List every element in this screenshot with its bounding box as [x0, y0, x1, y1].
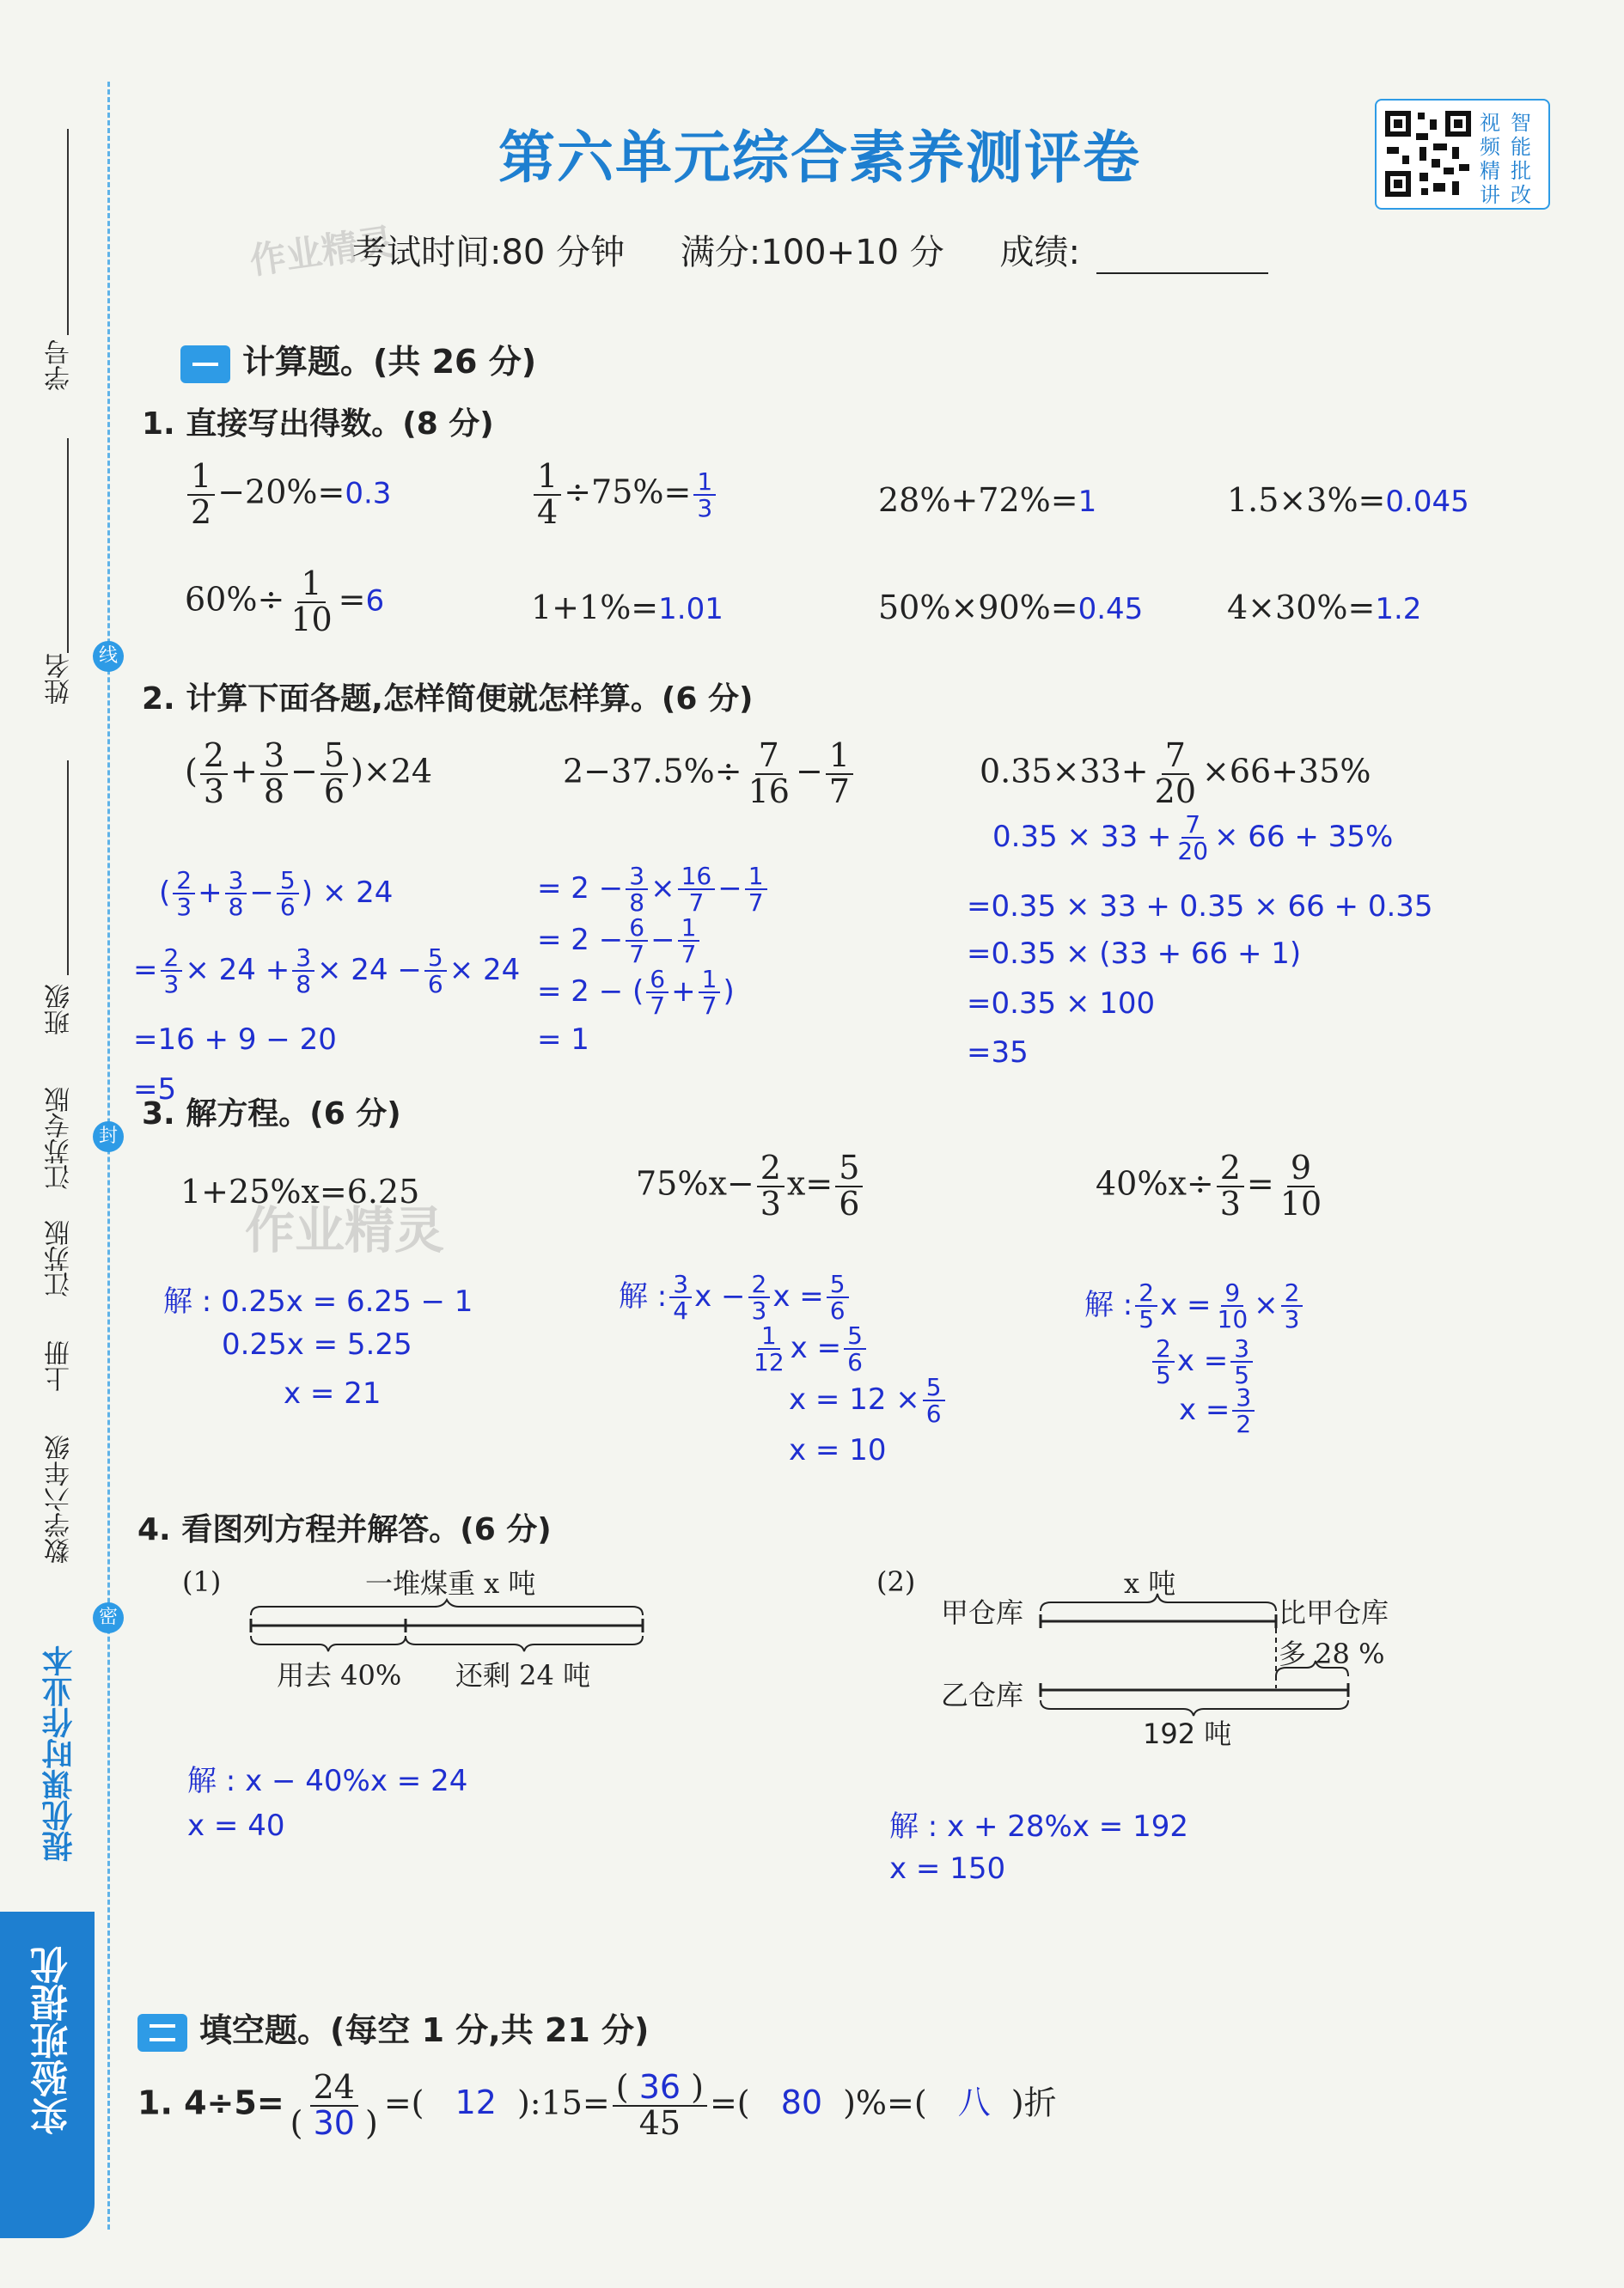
diagram-1-remain-label: 还剩 24 吨 [455, 1659, 591, 1692]
fraction: $\frac{1}{10}$ [290, 564, 333, 638]
section-2-label: 填空题。(每空 1 分,共 21 分) [199, 2011, 650, 2049]
q2-1-step-3: =16 + 9 − 20 [133, 1022, 337, 1057]
label-student-id: 学号 [45, 339, 75, 391]
diagram-2-more-label: 多 28 % [1279, 1638, 1385, 1670]
qr-char: 智 [1511, 111, 1531, 135]
seal-circle-secret: 密 [93, 1602, 124, 1633]
seal-circle-line: 线 [93, 641, 124, 672]
qr-char: 视 [1480, 111, 1500, 135]
label-name: 姓名 [45, 653, 75, 705]
expr: 60%÷ [185, 580, 285, 619]
expr: ÷75%= [564, 473, 692, 511]
q1-item-4 [1227, 481, 1469, 519]
q2-label: 2. 计算下面各题,怎样简便就怎样算。(6 分) [142, 681, 754, 717]
q2-3-step-2: =0.35 × 33 + 0.35 × 66 + 0.35 [967, 889, 1433, 924]
answer: 6 [365, 583, 385, 619]
q2-1-step-4: =5 [133, 1072, 177, 1107]
seal-circle-seal: 封 [93, 1121, 124, 1152]
watermark: 作业精灵 [247, 220, 396, 283]
answer: 0.45 [1078, 592, 1144, 626]
fraction: $\frac{1}{2}$ [187, 460, 215, 530]
q3-3-step-3: x = $\frac{3}{2}$ [1179, 1385, 1257, 1437]
q4-label: 4. 看图列方程并解答。(6 分) [137, 1512, 552, 1547]
q2-problem-2: 2−37.5%÷ $\frac{7}{16}$ − $\frac{1}{7}$ [563, 739, 856, 809]
answer: 0.045 [1385, 485, 1469, 519]
name-line [67, 438, 69, 653]
section-number-icon [180, 345, 230, 383]
exam-result-label: 成绩: [999, 233, 1080, 272]
q2-2-step-4: = 1 [537, 1022, 589, 1057]
q2-problem-3: 0.35×33+ $\frac{7}{20}$ ×66+35% [980, 736, 1371, 810]
answer: 1 [1078, 485, 1097, 519]
q2-2-step-1: = 2 − $\frac{3}{8}$ × $\frac{16}{7}$ − $\frac{1}{7}$ [537, 863, 770, 916]
label-edition2: 江苏版 [45, 1220, 75, 1297]
class-line [67, 760, 69, 975]
expr: 0.35×33+ [980, 752, 1149, 790]
q3-2-step-3: x = 12 × $\frac{5}{6}$ [789, 1375, 948, 1427]
q2-1-step-1: ( $\frac{2}{3}$ + $\frac{3}{8}$ − $\frac{5}{6}$ ) × 24 [159, 866, 394, 922]
expr: 50%×90%= [878, 589, 1078, 626]
q3-1-step-3: x = 21 [284, 1376, 382, 1411]
brand-block-text: 实验班提优 [31, 1946, 75, 2135]
diagram-2-warehouse-a: 甲仓库 [941, 1596, 1024, 1629]
q2-3-step-4: =0.35 × 100 [967, 986, 1156, 1021]
qr-char: 能 [1511, 135, 1531, 159]
exam-info [352, 225, 1268, 274]
q2-2-step-3: = 2 − ( $\frac{6}{7}$ + $\frac{1}{7}$ ) [537, 965, 735, 1021]
q1-item-2 [531, 457, 718, 531]
score-blank[interactable] [1096, 272, 1268, 274]
q2-3-step-1: 0.35 × 33 + $\frac{7}{20}$ × 66 + 35% [992, 810, 1394, 866]
expr: )折 [1010, 2084, 1057, 2122]
diagram-2-top-label: x 吨 [1124, 1567, 1176, 1600]
q3-2-step-4: x = 10 [789, 1433, 887, 1467]
diagram-1-top-label: 一堆煤重 x 吨 [365, 1567, 536, 1600]
label-volume: 上册 [45, 1340, 75, 1392]
q1-item-6 [531, 589, 723, 626]
qr-char: 批 [1511, 159, 1531, 183]
expr: = [338, 580, 366, 619]
q1-item-3 [878, 481, 1096, 519]
q5-prefix: 1. 4÷5= [137, 2084, 284, 2122]
q4-1-answer-1: 解 : x − 40%x = 24 [187, 1764, 468, 1798]
expr: 1+1%= [531, 589, 659, 626]
blank-1[interactable]: 12 [455, 2084, 497, 2122]
qr-char: 频 [1480, 135, 1500, 159]
q3-equation-3: 40%x÷ $\frac{2}{3}$ = $\frac{9}{10}$ [1096, 1149, 1322, 1223]
q1-item-5 [185, 564, 385, 638]
page-title: 第六单元综合素养测评卷 [498, 125, 1141, 191]
q3-3-step-1: 解 : $\frac{2}{5}$ x = $\frac{9}{10}$ × $\frac{2}{3}$ [1084, 1280, 1305, 1333]
brand-label: 提优课时作业本 [42, 1645, 77, 1862]
blank-4[interactable]: 八 [957, 2084, 991, 2122]
q2-3-step-3: =0.35 × (33 + 66 + 1) [967, 937, 1302, 971]
section-number-icon [137, 2014, 187, 2052]
label-class: 班级 [45, 984, 75, 1035]
binding-strip [0, 0, 118, 2288]
q4-2-answer-2: x = 150 [889, 1852, 1006, 1886]
fraction: $\frac{1}{4}$ [534, 460, 561, 530]
id-line [67, 129, 69, 335]
diagram-1-used-label: 用去 40% [277, 1659, 402, 1692]
fraction: $\frac{24}{( 30 )}$ [290, 2068, 378, 2142]
answer: 0.3 [345, 476, 392, 511]
expr: ×66+35% [1202, 752, 1371, 790]
qr-char: 精 [1480, 159, 1500, 183]
brand-block [0, 1912, 95, 2238]
fraction: $\frac{( 36 )}{45}$ [613, 2071, 707, 2141]
q3-1-step-2: 0.25x = 5.25 [222, 1327, 412, 1362]
q3-label: 3. 解方程。(6 分) [142, 1096, 401, 1132]
diagram-2-compare-label: 比甲仓库 [1279, 1596, 1389, 1629]
exam-time: 考试时间:80 分钟 [352, 233, 626, 272]
q3-2-step-1: 解 : $\frac{3}{4}$ x − $\frac{2}{3}$ x = $\frac{5}{6}$ [619, 1272, 852, 1324]
q1-item-7 [878, 589, 1143, 626]
expr: 4×30%= [1227, 589, 1376, 626]
answer: 1.01 [658, 592, 723, 626]
section-1-label: 计算题。(共 26 分) [242, 343, 537, 381]
diagram-1-bar [241, 1598, 653, 1658]
qr-char: 改 [1511, 183, 1531, 207]
section-1-heading [180, 335, 536, 383]
q3-2-step-2: $\frac{1}{12}$ x = $\frac{5}{6}$ [748, 1323, 869, 1376]
expr: 2−37.5%÷ [563, 752, 742, 790]
q3-equation-2: 75%x− $\frac{2}{3}$ x= $\frac{5}{6}$ [636, 1151, 865, 1222]
expr: −20%= [217, 473, 345, 511]
q5-fill-blank: 1. 4÷5= $\frac{24}{( 30 )}$ =( 12 ):15= $\frac{( 36 )}{45}$ =( 80 )%=( 八 )折 [137, 2068, 1057, 2142]
expr: 1.5×3%= [1227, 481, 1386, 519]
section-2-heading [137, 2004, 649, 2052]
label-grade: 数学六年级 [45, 1435, 75, 1564]
q4-1-answer-2: x = 40 [187, 1809, 285, 1843]
expr: ):15= [516, 2084, 610, 2122]
expr: 28%+72%= [878, 481, 1078, 519]
diagram-2-bars [1035, 1585, 1362, 1731]
diagram-2-warehouse-b: 乙仓库 [941, 1679, 1024, 1711]
q1-item-1 [185, 457, 392, 531]
diagram-2-bottom-label: 192 吨 [1143, 1718, 1232, 1750]
cut-line [107, 82, 110, 2230]
q1-item-8 [1227, 589, 1421, 626]
label-edition: 江苏专版 [45, 1087, 75, 1190]
qr-code-icon [1382, 107, 1474, 200]
diagram-2-tag: (2) [876, 1565, 916, 1598]
exam-full-score: 满分:100+10 分 [680, 233, 944, 272]
qr-caption [1480, 106, 1542, 207]
q2-2-step-2: = 2 − $\frac{6}{7}$ − $\frac{1}{7}$ [537, 915, 702, 967]
q3-1-step-1: 解 : 0.25x = 6.25 − 1 [163, 1284, 473, 1319]
answer: 1.2 [1375, 592, 1422, 626]
q2-3-step-5: =35 [967, 1035, 1029, 1070]
q2-problem-1: ( $\frac{2}{3}$ + $\frac{3}{8}$ − $\frac{5}{6}$ )×24 [185, 736, 433, 810]
q3-equation-1: 1+25%x=6.25 [180, 1173, 420, 1211]
qr-badge [1375, 99, 1550, 210]
watermark-2: 作业精灵 [245, 1201, 445, 1260]
answer: $\frac{1}{3}$ [693, 469, 716, 522]
q1-label: 1. 直接写出得数。(8 分) [142, 406, 494, 442]
q4-2-answer-1: 解 : x + 28%x = 192 [889, 1809, 1188, 1844]
qr-char: 讲 [1480, 183, 1500, 207]
q2-1-step-2: = $\frac{2}{3}$ × 24 + $\frac{3}{8}$ × 24 − $\frac{5}{6}$ × 24 [133, 943, 521, 999]
q3-3-step-2: $\frac{2}{5}$ x = $\frac{3}{5}$ [1150, 1336, 1255, 1388]
blank-3[interactable]: 80 [780, 2084, 823, 2122]
diagram-1-tag: (1) [182, 1565, 222, 1598]
